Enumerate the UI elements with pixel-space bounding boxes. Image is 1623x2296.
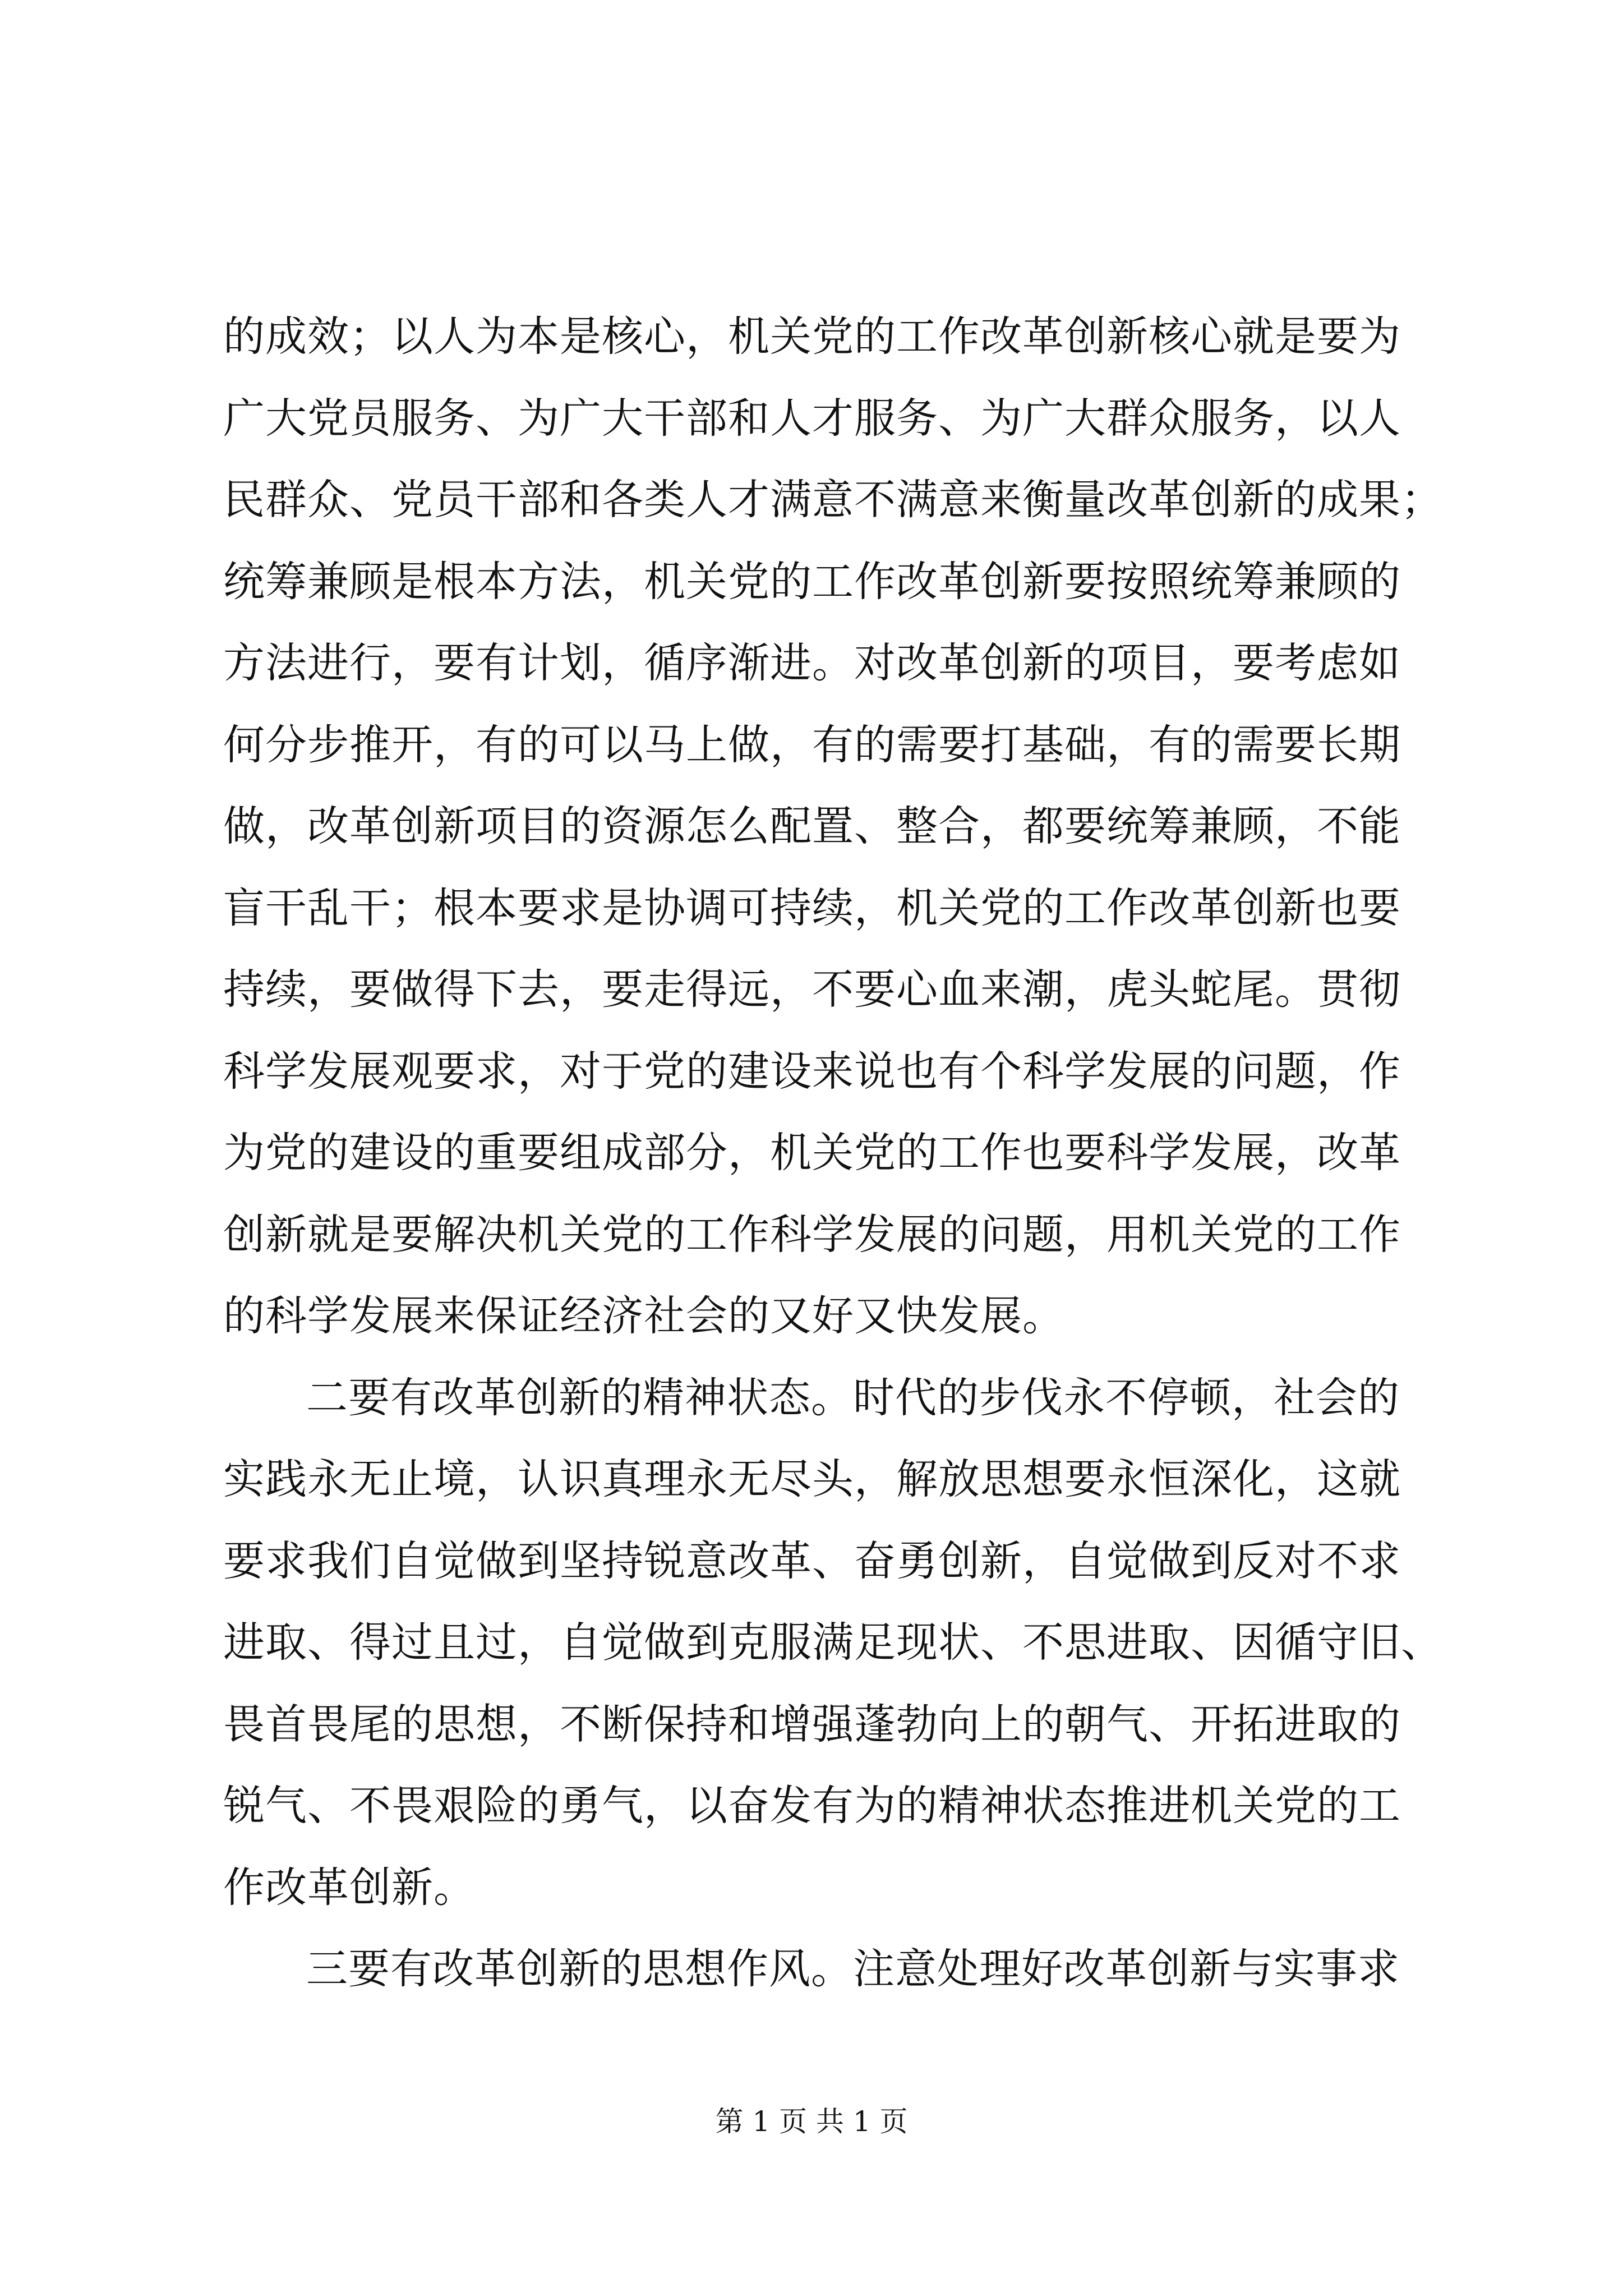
text-line: 实践永无止境，认识真理永无尽头，解放思想要永恒深化，这就 [223,1455,1401,1503]
text-line: 科学发展观要求，对于党的建设来说也有个科学发展的问题，作 [223,1047,1401,1096]
page-number-footer: 第 1 页 共 1 页 [715,2105,908,2138]
text-line: 何分步推开，有的可以马上做，有的需要打基础，有的需要长期 [223,720,1401,769]
text-line: 进取、得过且过，自觉做到克服满足现状、不思进取、因循守旧、 [223,1618,1443,1667]
text-line: 做，改革创新项目的资源怎么配置、整合，都要统筹兼顾，不能 [223,802,1401,850]
text-line: 盲干乱干；根本要求是协调可持续，机关党的工作改革创新也要 [223,884,1401,932]
text-line: 为党的建设的重要组成部分，机关党的工作也要科学发展，改革 [223,1129,1401,1177]
text-line: 方法进行，要有计划，循序渐进。对改革创新的项目，要考虑如 [223,639,1401,687]
text-line: 的成效；以人为本是核心，机关党的工作改革创新核心就是要为 [223,312,1401,361]
paragraph-start-line: 三要有改革创新的思想作风。注意处理好改革创新与实事求 [306,1945,1400,1993]
text-line: 锐气、不畏艰险的勇气，以奋发有为的精神状态推进机关党的工 [223,1782,1401,1830]
paragraph-start-line: 二要有改革创新的精神状态。时代的步伐永不停顿，社会的 [306,1373,1400,1422]
text-line: 的科学发展来保证经济社会的又好又快发展。 [223,1292,1064,1340]
text-line: 民群众、党员干部和各类人才满意不满意来衡量改革创新的成果； [223,476,1443,524]
document-body [223,296,1443,2010]
text-line: 作改革创新。 [223,1863,476,1912]
text-line: 畏首畏尾的思想，不断保持和增强蓬勃向上的朝气、开拓进取的 [223,1700,1401,1749]
text-line: 创新就是要解决机关党的工作科学发展的问题，用机关党的工作 [223,1210,1401,1259]
text-line: 要求我们自觉做到坚持锐意改革、奋勇创新，自觉做到反对不求 [223,1536,1401,1585]
text-line: 统筹兼顾是根本方法，机关党的工作改革创新要按照统筹兼顾的 [223,557,1401,606]
text-line: 广大党员服务、为广大干部和人才服务、为广大群众服务，以人 [223,394,1401,443]
text-line: 持续，要做得下去，要走得远，不要心血来潮，虎头蛇尾。贯彻 [223,965,1401,1014]
